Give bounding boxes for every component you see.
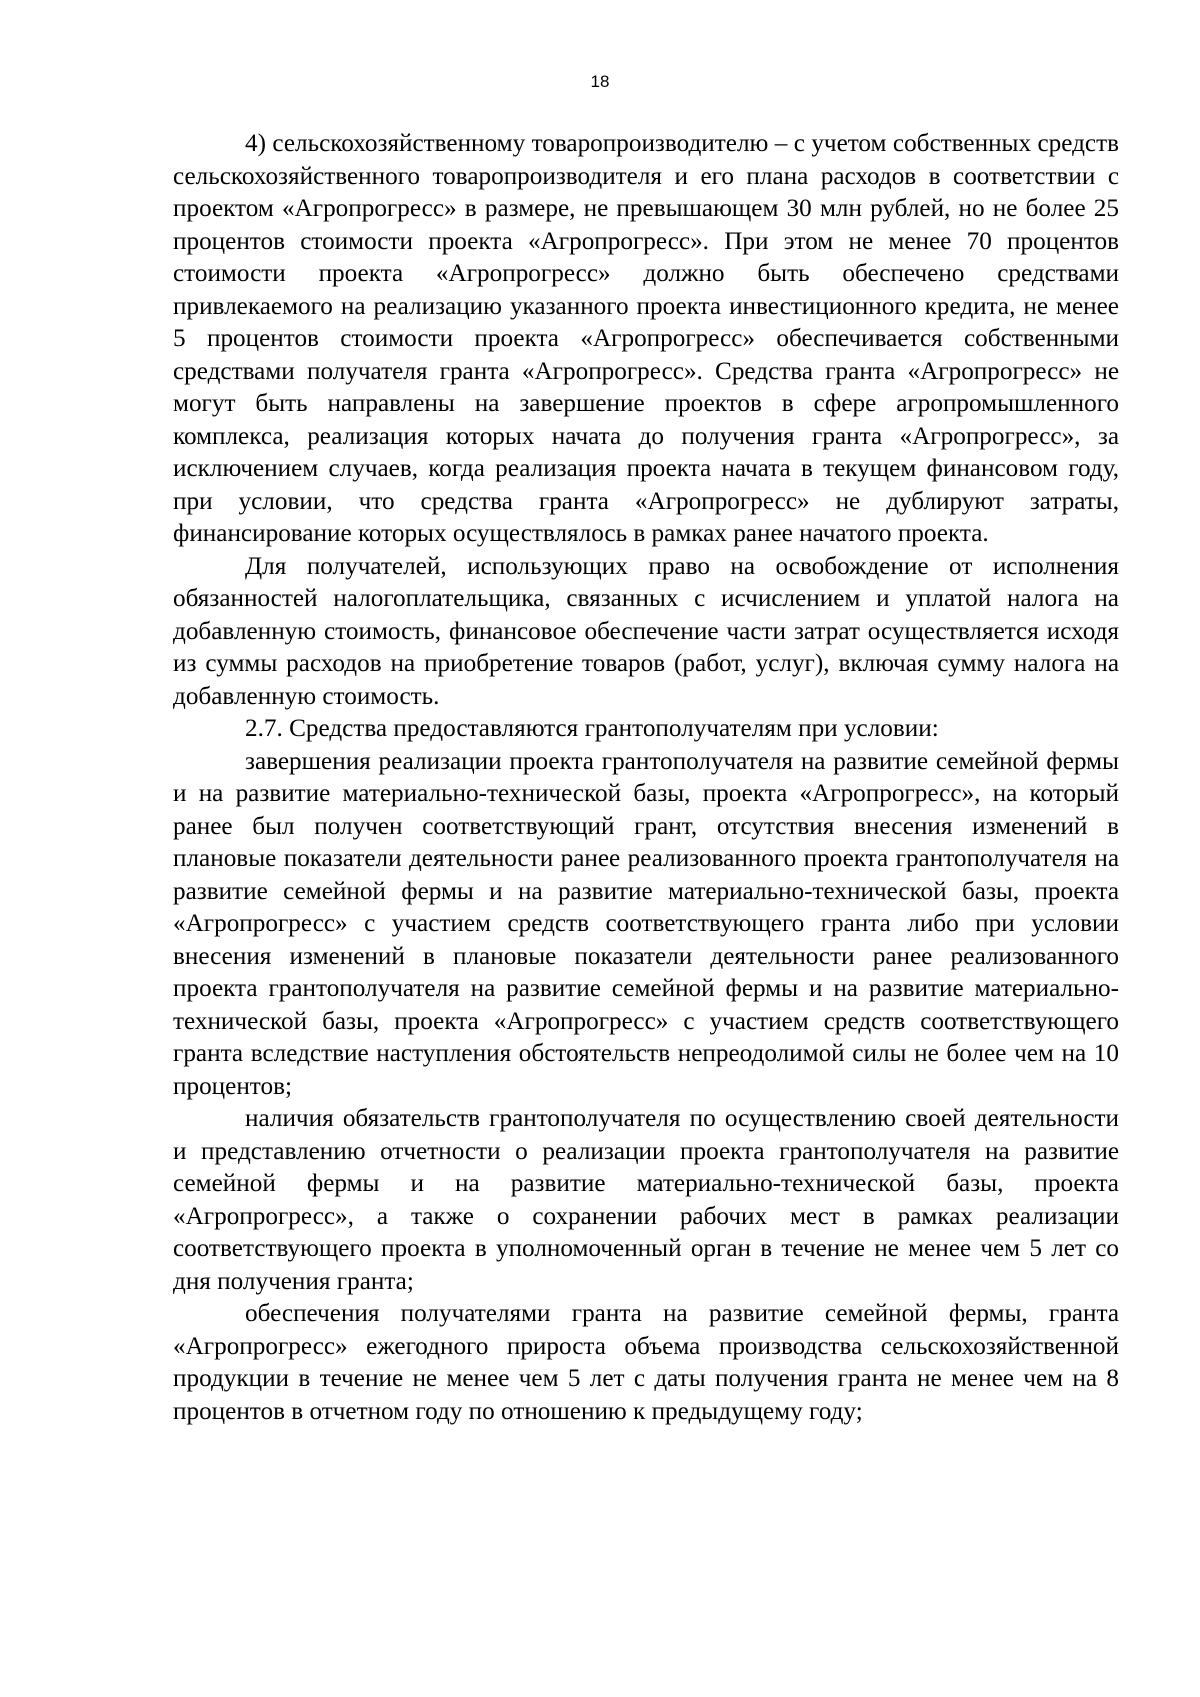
paragraph-2-7-heading: 2.7. Средства предоставляются грантополучателям при условии:: [245, 715, 939, 742]
paragraph-condition-production-growth: обеспечения получателями гранта на развитие семейной фермы, гранта «Агропрогресс» ежегодного прироста объема производства сельскохозяйственной продукции в течение не менее чем 5 лет с даты получения гранта не менее чем на 8 процентов в отчетном году по отношению к предыдущему году;: [173, 1300, 1119, 1425]
paragraph-condition-obligations: наличия обязательств грантополучателя по осуществлению своей деятельности и представлению отчетности о реализации проекта грантополучателя на развитие семейной фермы и на развитие материально-технической базы, проекта «Агропрогресс», а также о сохранении рабочих мест в рамках реализации соответствующего проекта в уполномоченный орган в течение не менее чем 5 лет со дня получения гранта;: [173, 1105, 1119, 1295]
paragraph-vat-exemption: Для получателей, использующих право на освобождение от исполнения обязанностей налогоплательщика, связанных с исчислением и уплатой налога на добавленную стоимость, финансовое обеспечение части затрат осуществляется исходя из суммы расходов на приобретение товаров (работ, услуг), включая сумму налога на добавленную стоимость.: [173, 552, 1119, 710]
paragraph-item-4-agroprogress: 4) сельскохозяйственному товаропроизводителю – с учетом собственных средств сельскохозяйственного товаропроизводителя и его плана расходов в соответствии с проектом «Агропрогресс» в размере, не превышающем 30 млн рублей, но не более 25 процентов стоимости проекта «Агропрогресс». При этом не менее 70 процентов стоимости проекта «Агропрогресс» должно быть обеспечено средствами привлекаемого на реализацию указанного проекта инвестиционного кредита, не менее 5 процентов стоимости проекта «Агропрогресс» обеспечивается собственными средствами получателя гранта «Агропрогресс». Средства гранта «Агропрогресс» не могут быть направлены на завершение проектов в сфере агропромышленного комплекса, реализация которых начата до получения гранта «Агропрогресс», за исключением случаев, когда реализация проекта начата в текущем финансовом году, при условии, что средства гранта «Агропрогресс» не дублируют затраты, финансирование которых осуществлялось в рамках ранее начатого проекта.: [173, 130, 1119, 547]
document-body: [173, 128, 1119, 1428]
page-number: 18: [590, 72, 610, 91]
paragraph-condition-completion: завершения реализации проекта грантополучателя на развитие семейной фермы и на развитие материально-технической базы, проекта «Агропрогресс», на который ранее был получен соответствующий грант, отсутствия внесения изменений в плановые показатели деятельности ранее реализованного проекта грантополучателя на развитие семейной фермы и на развитие материально-технической базы, проекта «Агропрогресс» с участием средств соответствующего гранта либо при условии внесения изменений в плановые показатели деятельности ранее реализованного проекта грантополучателя на развитие семейной фермы и на развитие материально-технической базы, проекта «Агропрогресс» с участием средств соответствующего гранта вследствие наступления обстоятельств непреодолимой силы не более чем на 10 процентов;: [173, 747, 1119, 1100]
